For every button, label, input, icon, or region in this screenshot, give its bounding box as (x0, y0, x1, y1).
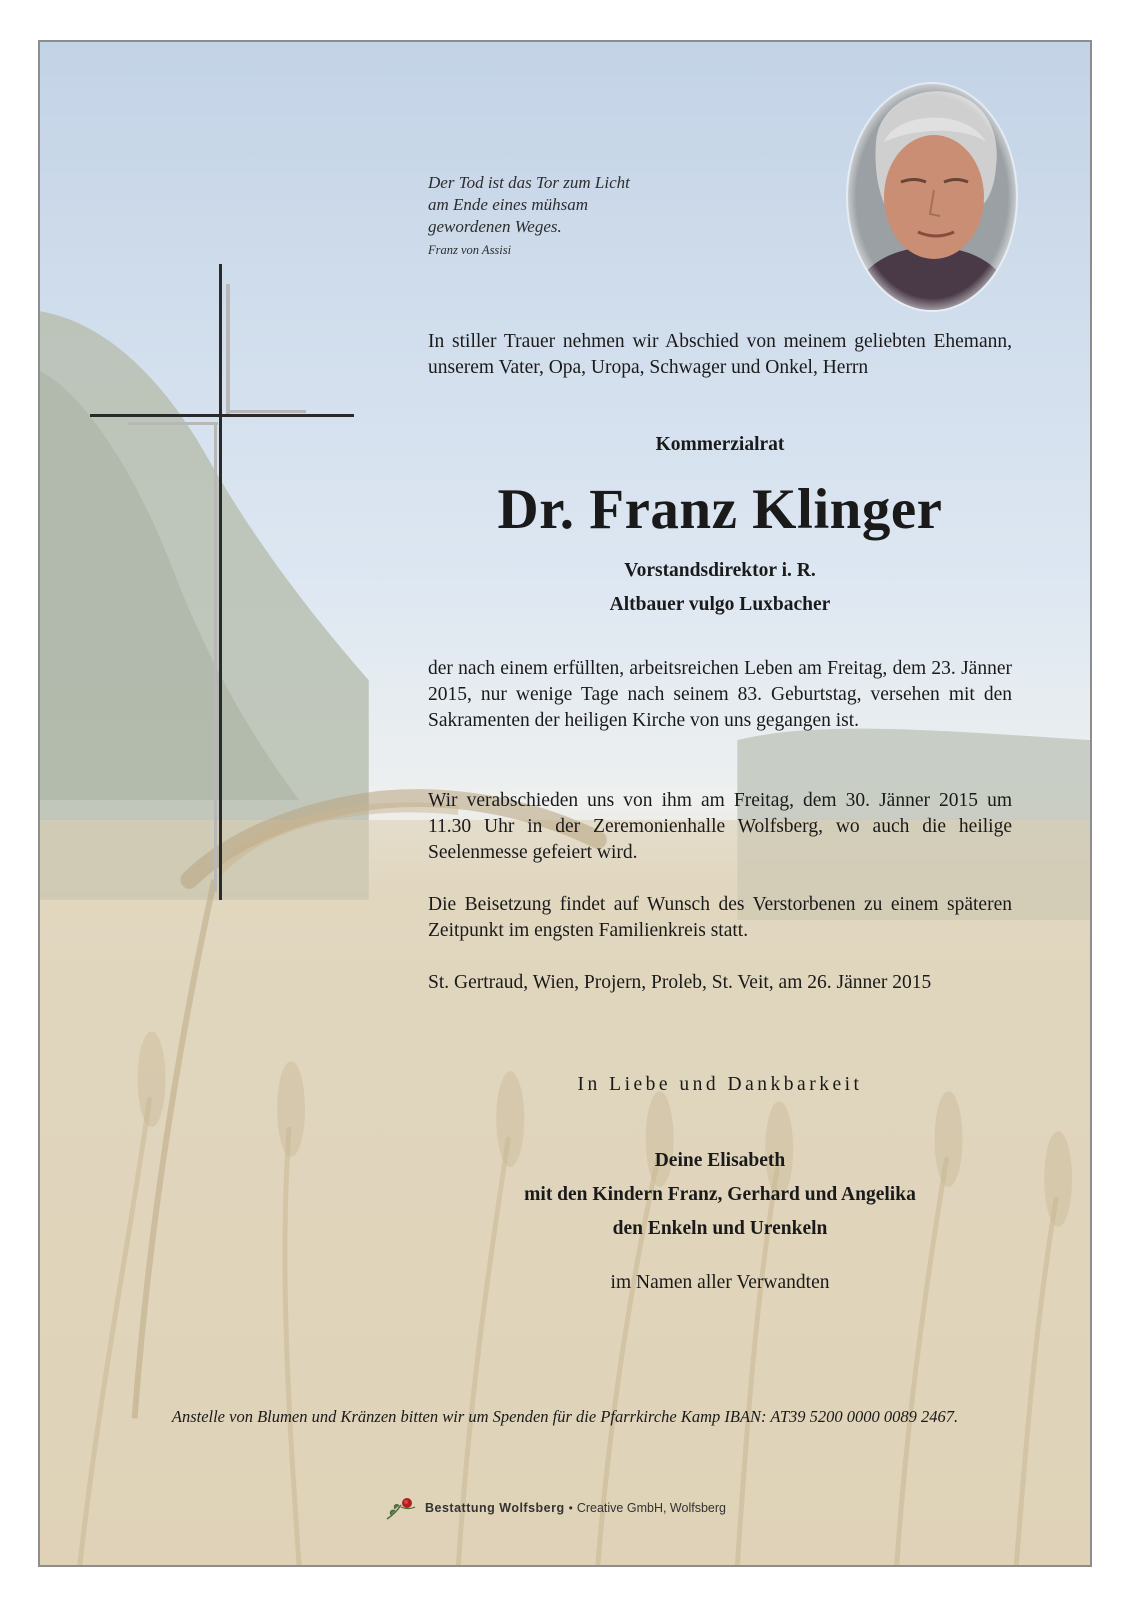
closing-phrase: In Liebe und Dankbarkeit (577, 1074, 863, 1095)
mourner-line: den Enkeln und Urenkeln (612, 1218, 828, 1239)
portrait-photo (846, 82, 1018, 312)
footer-company: Creative GmbH, Wolfsberg (576, 1501, 726, 1515)
death-paragraph: der nach einem erfüllten, arbeitsreichen Leben am Freitag, dem 23. Jänner 2015, nur wenige Tage nach seinem 83. Geburtstag, versehen mit den Sakramenten der heiligen Kirche von uns gegangen ist. (428, 658, 1012, 731)
deceased-name: Dr. Franz Klinger (497, 478, 943, 541)
deceased-role: Altbauer vulgo Luxbacher (609, 594, 831, 615)
deceased-role: Vorstandsdirektor i. R. (624, 560, 816, 581)
footer-credit (385, 1494, 726, 1522)
quote-line: Der Tod ist das Tor zum Licht (428, 173, 630, 192)
mourner-line: mit den Kindern Franz, Gerhard und Angelika (524, 1184, 916, 1205)
farewell-paragraph: Wir verabschieden uns von ihm am Freitag, dem 30. Jänner 2015 um 11.30 Uhr in der Zeremonienhalle Wolfsberg, wo auch die heilige Seelenmesse gefeiert wird. (428, 790, 1012, 863)
quote-line: am Ende eines mühsam (428, 195, 589, 214)
intro-text: In stiller Trauer nehmen wir Abschied von meinem geliebten Ehemann, unserem Vater, Opa, Uropa, Schwager und Onkel, Herrn (428, 331, 1012, 378)
mourner-line: Deine Elisabeth (654, 1150, 786, 1171)
quote-author: Franz von Assisi (428, 243, 512, 257)
quote-line: gewordenen Weges. (428, 217, 562, 236)
footer-brand: Bestattung Wolfsberg (425, 1501, 565, 1515)
obituary-card (38, 40, 1092, 1567)
relatives-line: im Namen aller Verwandten (610, 1272, 830, 1293)
donation-note: Anstelle von Blumen und Kränzen bitten wir um Spenden für die Pfarrkirche Kamp IBAN: AT39 5200 0000 0089 2467. (171, 1407, 959, 1426)
quote-block (428, 172, 728, 260)
honorary-title: Kommerzialrat (655, 434, 785, 455)
cross-icon (90, 264, 354, 900)
burial-paragraph: Die Beisetzung findet auf Wunsch des Verstorbenen zu einem späteren Zeitpunkt im engsten Familienkreis statt. (428, 894, 1012, 941)
place-date: St. Gertraud, Wien, Projern, Proleb, St. Veit, am 26. Jänner 2015 (428, 972, 932, 993)
footer-separator: • (568, 1501, 573, 1515)
rose-logo-icon (385, 1495, 419, 1521)
